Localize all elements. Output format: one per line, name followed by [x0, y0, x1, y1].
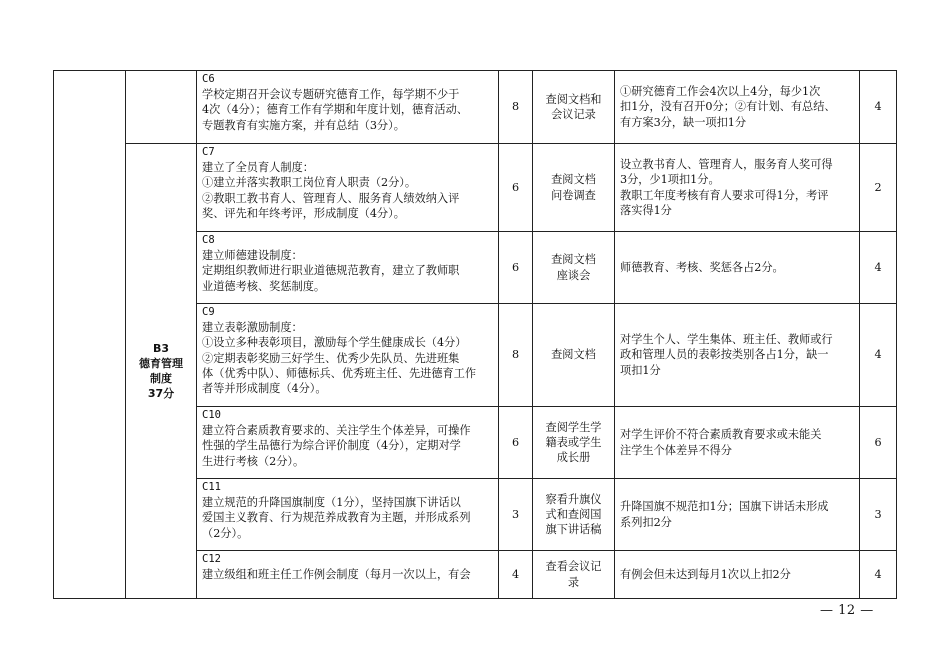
- content-line: 业道德考核、奖惩制度。: [202, 279, 326, 293]
- content-line: （2分）。: [202, 526, 249, 540]
- item-content: [197, 71, 499, 144]
- criteria-line: 系列扣2分: [620, 515, 672, 529]
- method-line: 录: [567, 575, 580, 589]
- item-code: C9: [202, 306, 215, 318]
- table-row: [54, 71, 897, 144]
- criteria-line: 对学生评价不符合素质教育要求或未能关: [620, 428, 822, 442]
- criteria-line: 注学生个体差异不得分: [620, 443, 732, 457]
- method-line: 查阅文档: [551, 173, 596, 187]
- item-code: C11: [202, 481, 221, 493]
- awarded-score: 4: [860, 551, 897, 599]
- criteria-line: 师德教育、考核、奖惩各占2分。: [620, 260, 784, 274]
- content-line: 学校定期召开会议专题研究德育工作，每学期不少于: [202, 88, 460, 102]
- content-line: 建立符合素质教育要求的、关注学生个体差异，可操作: [202, 424, 471, 438]
- method-line: 察看升旗仪: [545, 492, 602, 506]
- evaluation-table: [53, 70, 897, 599]
- awarded-score: 6: [860, 407, 897, 479]
- category-points: 37分: [147, 387, 175, 400]
- table-row: [54, 144, 897, 232]
- criteria-line: 教职工年度考核有育人要求可得1分，考评: [620, 188, 829, 202]
- assessment-method: [533, 232, 615, 304]
- item-code: C12: [202, 553, 221, 565]
- content-line: 奖、评先和年终考评，形成制度（4分）。: [202, 206, 405, 220]
- method-line: 式和查阅国: [545, 507, 602, 521]
- empty-category-cell: [126, 71, 197, 144]
- content-line: ①建立并落实教职工岗位育人职责（2分）。: [202, 176, 417, 190]
- awarded-score: 2: [860, 144, 897, 232]
- method-line: 查看会议记: [545, 560, 602, 574]
- item-code: C10: [202, 409, 221, 421]
- awarded-score: 4: [860, 232, 897, 304]
- max-score: 8: [499, 71, 533, 144]
- scoring-criteria: [615, 71, 860, 144]
- content-line: 性强的学生品德行为综合评价制度（4分），定期对学: [202, 439, 461, 453]
- method-line: 查阅文档: [551, 253, 596, 267]
- scoring-criteria: [615, 407, 860, 479]
- max-score: 8: [499, 304, 533, 407]
- category-b3-cell: [126, 144, 197, 599]
- page-number: — 12 —: [820, 603, 874, 618]
- assessment-method: [533, 304, 615, 407]
- item-content: [197, 407, 499, 479]
- content-line: 者等并形成制度（4分）。: [202, 382, 327, 396]
- item-content: [197, 304, 499, 407]
- content-line: 体（优秀中队）、师德标兵、优秀班主任、先进德育工作: [202, 366, 477, 380]
- scoring-criteria: [615, 144, 860, 232]
- method-line: 成长册: [556, 451, 591, 465]
- item-content: [197, 232, 499, 304]
- category-name: 制度: [150, 372, 172, 385]
- max-score: 6: [499, 407, 533, 479]
- assessment-method: [533, 479, 615, 551]
- outer-category-cell: [54, 71, 126, 599]
- content-line: 生进行考核（2分）。: [202, 454, 305, 468]
- max-score: 6: [499, 232, 533, 304]
- criteria-line: ①研究德育工作会4次以上4分，每少1次: [620, 85, 821, 99]
- content-line: 4次（4分）；德育工作有学期和年度计划，德育活动、: [202, 103, 468, 117]
- content-line: 建立了全员育人制度：: [202, 161, 314, 175]
- criteria-line: 设立教书育人、管理育人，服务育人奖可得: [620, 158, 833, 172]
- method-line: 会议记录: [551, 108, 596, 121]
- method-line: 问卷调查: [551, 188, 596, 202]
- method-line: 座谈会: [556, 268, 591, 282]
- content-line: 建立规范的升降国旗制度（1分），坚持国旗下讲话以: [202, 496, 461, 510]
- method-line: 籍表或学生: [545, 435, 602, 449]
- method-line: 旗下讲话稿: [545, 523, 602, 537]
- criteria-line: 落实得1分: [620, 203, 672, 217]
- content-line: ②定期表彰奖励三好学生、优秀少先队员、先进班集: [202, 351, 460, 365]
- item-code: C7: [202, 146, 215, 158]
- method-line: 查阅文档和: [545, 92, 602, 106]
- scoring-criteria: [615, 551, 860, 599]
- item-code: C8: [202, 234, 215, 246]
- item-content: [197, 551, 499, 599]
- scoring-criteria: [615, 232, 860, 304]
- awarded-score: 4: [860, 71, 897, 144]
- content-line: ①设立多种表彰项目，激励每个学生健康成长（4分）: [202, 336, 467, 350]
- criteria-line: 有方案3分，缺一项扣1分: [620, 115, 747, 129]
- method-line: 查阅学生学: [545, 420, 602, 434]
- category-code: B3: [152, 342, 170, 355]
- assessment-method: [533, 144, 615, 232]
- content-line: 专题教育有实施方案，并有总结（3分）。: [202, 118, 405, 132]
- criteria-line: 扣1分，没有召开0分；②有计划、有总结、: [620, 100, 836, 114]
- criteria-line: 3分，少1项扣1分。: [620, 173, 720, 187]
- content-line: 建立表彰激励制度：: [202, 321, 303, 335]
- awarded-score: 3: [860, 479, 897, 551]
- content-line: 建立师德建设制度：: [202, 249, 303, 263]
- assessment-method: [533, 71, 615, 144]
- criteria-line: 政和管理人员的表彰按类别各占1分，缺一: [620, 348, 829, 362]
- criteria-line: 升降国旗不规范扣1分；国旗下讲话未形成: [620, 500, 829, 514]
- awarded-score: 4: [860, 304, 897, 407]
- content-line: ②教职工教书育人、管理育人、服务育人绩效纳入评: [202, 191, 460, 205]
- assessment-method: [533, 551, 615, 599]
- content-line: 建立级组和班主任工作例会制度（每月一次以上，有会: [202, 568, 471, 582]
- max-score: 3: [499, 479, 533, 551]
- criteria-line: 项扣1分: [620, 363, 661, 377]
- item-code: C6: [202, 73, 215, 85]
- content-line: 爱国主义教育、行为规范养成教育为主题，并形成系列: [202, 511, 471, 525]
- criteria-line: 对学生个人、学生集体、班主任、教师或行: [620, 333, 833, 347]
- item-content: [197, 479, 499, 551]
- scoring-criteria: [615, 479, 860, 551]
- method-line: 查阅文档: [551, 348, 596, 362]
- content-line: 定期组织教师进行职业道德规范教育，建立了教师职: [202, 264, 460, 278]
- item-content: [197, 144, 499, 232]
- max-score: 6: [499, 144, 533, 232]
- scoring-criteria: [615, 304, 860, 407]
- max-score: 4: [499, 551, 533, 599]
- assessment-method: [533, 407, 615, 479]
- category-name: 德育管理: [139, 357, 183, 370]
- criteria-line: 有例会但未达到每月1次以上扣2分: [620, 567, 791, 581]
